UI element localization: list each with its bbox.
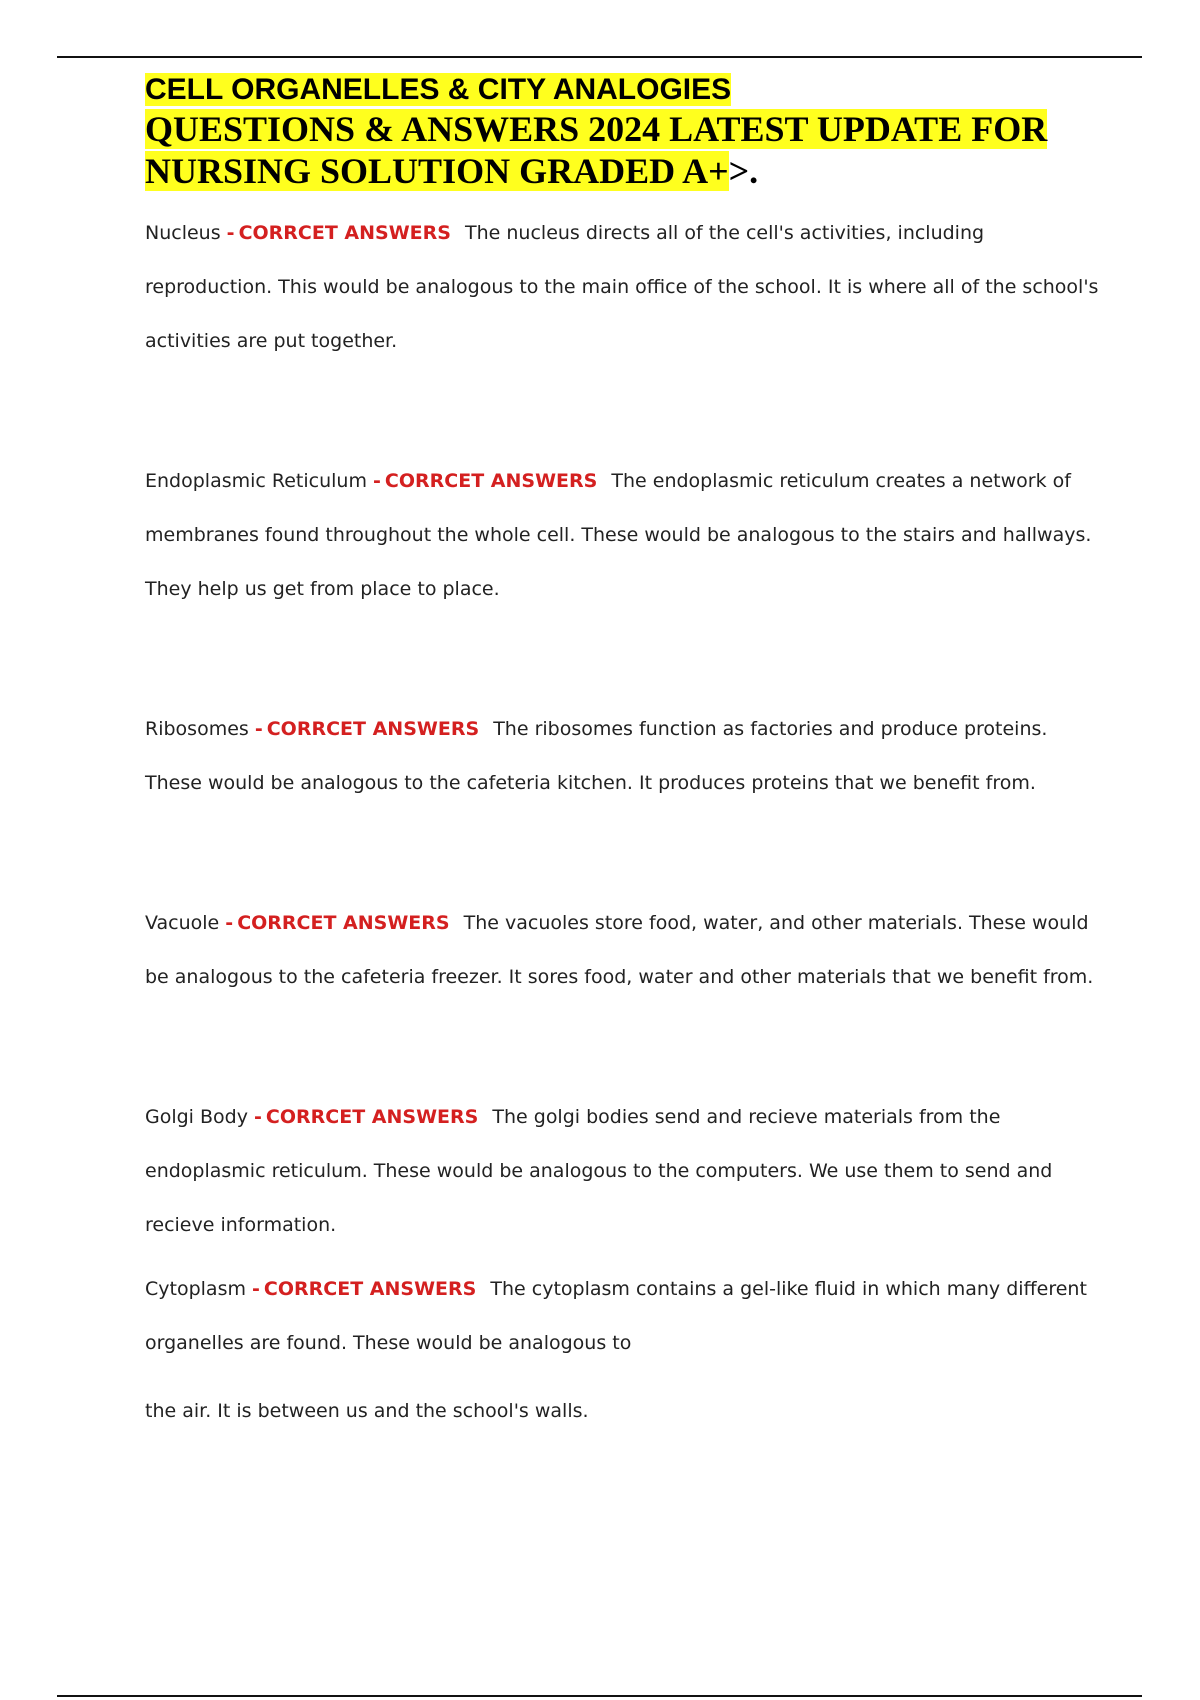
document-body (145, 72, 1105, 1438)
entry-answer-text: The golgi bodies send and recieve materials from the endoplasmic reticulum. These would be analogous to the computers. We use them to send and recieve information. (145, 1106, 1053, 1236)
answer-marker: CORRCET ANSWERS (263, 1278, 477, 1300)
entry-answer-continuation: the air. It is between us and the school's walls. (145, 1400, 589, 1422)
entry-term: Nucleus (145, 222, 221, 244)
qa-entry-cytoplasm (145, 1262, 1105, 1370)
entry-separator: - (254, 718, 263, 740)
bottom-rule (57, 1695, 1142, 1697)
entry-separator: - (252, 1278, 260, 1300)
entry-term: Endoplasmic Reticulum (145, 470, 367, 492)
entry-term: Golgi Body (145, 1106, 248, 1128)
qa-entry-ribosomes (145, 702, 1105, 810)
qa-entry-endoplasmic-reticulum (145, 454, 1105, 616)
entry-separator: - (226, 222, 235, 244)
title-line-2 (145, 108, 1105, 192)
entry-separator: - (225, 912, 234, 934)
answer-marker: CORRCET ANSWERS (266, 718, 480, 740)
qa-entry-vacuole (145, 896, 1105, 1004)
entry-separator: - (254, 1106, 262, 1128)
entry-answer-text: The cytoplasm contains a gel-like fluid in which many different organelles are found. These would be analogous to (145, 1278, 1087, 1354)
entry-answer-text: The endoplasmic reticulum creates a network of membranes found throughout the whole cell. These would be analogous to the stairs and hallways. They help us get from place to place. (145, 470, 1092, 600)
entry-answer-text: The nucleus directs all of the cell's activities, including reproduction. This would be analogous to the main office of the school. It is where all of the school's activities are put together. (145, 222, 1099, 352)
qa-entry-cytoplasm-continuation (145, 1384, 1105, 1438)
title-suffix: >. (728, 151, 759, 191)
entry-answer-text: The vacuoles store food, water, and other materials. These would be analogous to the cafeteria freezer. It sores food, water and other materials that we benefit from. (145, 912, 1094, 988)
entry-separator: - (373, 470, 381, 492)
entry-term: Vacuole (145, 912, 220, 934)
entry-term: Ribosomes (145, 718, 249, 740)
title-line-1-text: CELL ORGANELLES & CITY ANALOGIES (145, 73, 732, 106)
document-title (145, 72, 1105, 192)
title-line-2-text: QUESTIONS & ANSWERS 2024 LATEST UPDATE FOR NURSING SOLUTION GRADED A+ (145, 109, 1048, 191)
qa-entry-golgi-body (145, 1090, 1105, 1252)
answer-marker: CORRCET ANSWERS (384, 470, 598, 492)
answer-marker: CORRCET ANSWERS (237, 912, 450, 934)
top-rule (57, 56, 1142, 58)
entry-term: Cytoplasm (145, 1278, 246, 1300)
title-line-1 (145, 72, 1105, 108)
answer-marker: CORRCET ANSWERS (238, 222, 451, 244)
answer-marker: CORRCET ANSWERS (265, 1106, 479, 1128)
entry-answer-text: The ribosomes function as factories and produce proteins. These would be analogous to the cafeteria kitchen. It produces proteins that we benefit from. (145, 718, 1048, 794)
qa-entry-nucleus (145, 206, 1105, 368)
